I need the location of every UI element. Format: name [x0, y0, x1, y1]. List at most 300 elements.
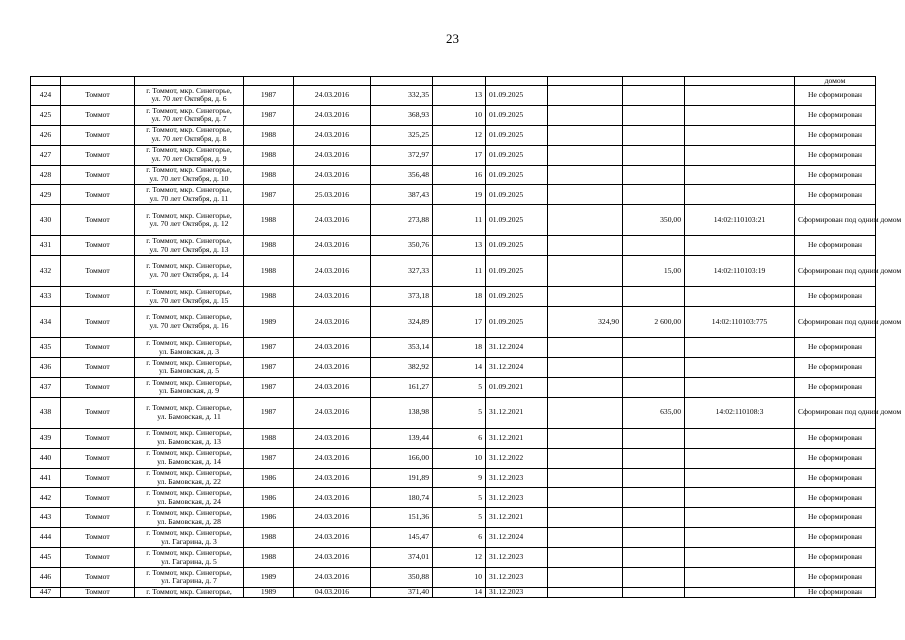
cell-status: Сформирован под одним домом [795, 256, 876, 287]
cell-number: 433 [31, 287, 61, 307]
address-line-1: г. Томмот, мкр. Синегорье, [146, 567, 232, 577]
cell-area: 373,18 [371, 287, 433, 307]
cell-number: 440 [31, 448, 61, 468]
cell-recognition-date: 24.03.2016 [294, 448, 371, 468]
address-line-2: ул. Гагарина, д. 3 [161, 536, 217, 546]
cell-cadastral-number [685, 236, 795, 256]
table-row [31, 587, 876, 597]
cell-address [135, 185, 244, 205]
cell-land-area: 350,00 [623, 205, 685, 236]
cell-area: 325,25 [371, 125, 433, 145]
cell-land-area [623, 86, 685, 106]
cell-year: 1987 [244, 377, 294, 397]
cell-land-area [623, 508, 685, 528]
cell-plot-value [548, 548, 623, 568]
cell-cadastral-number [685, 165, 795, 185]
cell-recognition-date: 24.03.2016 [294, 236, 371, 256]
cell-address [135, 358, 244, 378]
cell-number: 445 [31, 548, 61, 568]
table-row [31, 287, 876, 307]
cell-land-area [623, 377, 685, 397]
cell-deadline: 31.12.2021 [486, 508, 548, 528]
address-line-1: г. Томмот, мкр. Синегорье, [146, 105, 232, 115]
cell-status: Не сформирован [795, 488, 876, 508]
cell-plot-value [548, 185, 623, 205]
cell-cadastral-number [685, 105, 795, 125]
cell-number: 431 [31, 236, 61, 256]
page-number: 23 [446, 31, 459, 46]
cell-residents: 6 [433, 528, 486, 548]
address-line-2: ул. 70 лет Октября, д. 9 [151, 154, 227, 164]
cell-deadline: 31.12.2024 [486, 358, 548, 378]
cell-recognition-date: 24.03.2016 [294, 165, 371, 185]
table-row [31, 236, 876, 256]
cell-land-area [623, 568, 685, 588]
cell-city: Томмот [61, 307, 135, 338]
cell-address [135, 338, 244, 358]
cell-city: Томмот [61, 205, 135, 236]
cell-land-area [623, 468, 685, 488]
address-line-2: ул. 70 лет Октября, д. 11 [149, 193, 229, 203]
address-line-1: г. Томмот, мкр. Синегорье, [146, 377, 232, 387]
cell-recognition-date: 04.03.2016 [294, 587, 371, 597]
cell-cadastral-number [685, 358, 795, 378]
cell-plot-value [548, 488, 623, 508]
cell-year: 1988 [244, 145, 294, 165]
cell-recognition-date: 24.03.2016 [294, 125, 371, 145]
address-line-1: г. Томмот, мкр. Синегорье, [146, 185, 232, 195]
cell-status: Не сформирован [795, 165, 876, 185]
table-row [31, 397, 876, 428]
cell-residents: 18 [433, 338, 486, 358]
table-row [31, 205, 876, 236]
cell-cadastral-number [685, 468, 795, 488]
cell-plot-value [548, 338, 623, 358]
address-line-1: г. Томмот, мкр. Синегорье, [146, 85, 232, 95]
address-line-1: г. Томмот, мкр. Синегорье, [146, 337, 232, 347]
cell-cadastral-number [685, 488, 795, 508]
cell-land-area [623, 448, 685, 468]
cell-year: 1988 [244, 287, 294, 307]
cell-plot-value [548, 428, 623, 448]
cell-city: Томмот [61, 568, 135, 588]
address-line-2: ул. 70 лет Октября, д. 14 [149, 270, 229, 280]
cell-city: Томмот [61, 587, 135, 597]
address-line-1: г. Томмот, мкр. Синегорье, [146, 165, 232, 175]
cell-status: Не сформирован [795, 185, 876, 205]
cell-recognition-date: 24.03.2016 [294, 548, 371, 568]
cell-deadline: 01.09.2025 [486, 307, 548, 338]
cell-residents: 17 [433, 307, 486, 338]
cell-status: Не сформирован [795, 587, 876, 597]
cell-residents: 5 [433, 488, 486, 508]
cell-area: 273,88 [371, 205, 433, 236]
cell-land-area [623, 358, 685, 378]
address-line-2: ул. Гагарина, д. 7 [161, 576, 217, 586]
cell-status: Не сформирован [795, 468, 876, 488]
cell-area: 138,98 [371, 397, 433, 428]
cell-city: Томмот [61, 185, 135, 205]
cell-deadline: 01.09.2025 [486, 86, 548, 106]
cell-deadline: 31.12.2023 [486, 568, 548, 588]
address-line-1: г. Томмот, мкр. Синегорье, [146, 145, 232, 155]
cell-year: 1987 [244, 448, 294, 468]
cell-deadline: 01.09.2025 [486, 287, 548, 307]
table-row [31, 125, 876, 145]
cell-recognition-date: 24.03.2016 [294, 528, 371, 548]
cell-deadline: 31.12.2022 [486, 448, 548, 468]
cell-cadastral-number [685, 428, 795, 448]
table-row [31, 428, 876, 448]
cell-year: 1988 [244, 165, 294, 185]
cell-status: Не сформирован [795, 338, 876, 358]
cell-land-area: 15,00 [623, 256, 685, 287]
address-line-2: ул. 70 лет Октября, д. 13 [149, 244, 229, 254]
cell-city: Томмот [61, 468, 135, 488]
cell-year: 1988 [244, 236, 294, 256]
cell-city: Томмот [61, 377, 135, 397]
cell-plot-value [548, 105, 623, 125]
cell-year: 1986 [244, 468, 294, 488]
cell-status: Не сформирован [795, 548, 876, 568]
address-line-2: ул. Бамовская, д. 11 [157, 411, 221, 421]
cell-deadline: 31.12.2023 [486, 468, 548, 488]
cell-recognition-date: 24.03.2016 [294, 488, 371, 508]
cell-year: 1988 [244, 428, 294, 448]
cell-city: Томмот [61, 256, 135, 287]
cell-address [135, 105, 244, 125]
cell-area: 161,27 [371, 377, 433, 397]
table-row [31, 185, 876, 205]
cell-area: 191,89 [371, 468, 433, 488]
cell-area: 139,44 [371, 428, 433, 448]
cell-deadline: 01.09.2025 [486, 145, 548, 165]
cell-cadastral-number: 14:02:110108:3 [685, 397, 795, 428]
cell-status: Не сформирован [795, 508, 876, 528]
cell-recognition-date: 24.03.2016 [294, 508, 371, 528]
cell-status: Сформирован под одним домом [795, 205, 876, 236]
cell-city: Томмот [61, 236, 135, 256]
address-line-2: ул. Бамовская, д. 9 [159, 386, 219, 396]
cell-residents: 5 [433, 397, 486, 428]
address-line-1: г. Томмот, мкр. Синегорье, [146, 210, 232, 220]
cell-number: 442 [31, 488, 61, 508]
cell-residents: 19 [433, 185, 486, 205]
cell-cadastral-number: 14:02:110103:21 [685, 205, 795, 236]
cell-plot-value [548, 587, 623, 597]
cell-status: Сформирован под одним домом [795, 397, 876, 428]
cell-status: Не сформирован [795, 358, 876, 378]
table-row [31, 338, 876, 358]
cell-recognition-date: 24.03.2016 [294, 568, 371, 588]
cell-year: 1987 [244, 338, 294, 358]
cell-area: 180,74 [371, 488, 433, 508]
cell-recognition-date: 24.03.2016 [294, 428, 371, 448]
table-row [31, 468, 876, 488]
cell-year: 1987 [244, 105, 294, 125]
cell-deadline: 01.09.2025 [486, 105, 548, 125]
cell-year: 1988 [244, 256, 294, 287]
cell-number: 446 [31, 568, 61, 588]
cell-residents: 10 [433, 105, 486, 125]
cell-land-area [623, 105, 685, 125]
cell-recognition-date: 24.03.2016 [294, 105, 371, 125]
carry-over-text: домом [824, 76, 846, 85]
cell-year: 1987 [244, 86, 294, 106]
table-row [31, 145, 876, 165]
cell-area: 151,36 [371, 508, 433, 528]
address-line-2: ул. Бамовская, д. 5 [159, 366, 219, 376]
cell-deadline: 31.12.2024 [486, 528, 548, 548]
cell-land-area: 2 600,00 [623, 307, 685, 338]
address-line-1: г. Томмот, мкр. Синегорье, [146, 448, 232, 458]
cell-area: 327,33 [371, 256, 433, 287]
cell-area: 356,48 [371, 165, 433, 185]
address-line-1: г. Томмот, мкр. Синегорье, [146, 261, 232, 271]
cell-residents: 5 [433, 508, 486, 528]
cell-area: 353,14 [371, 338, 433, 358]
cell-status: Не сформирован [795, 105, 876, 125]
cell-area: 350,88 [371, 568, 433, 588]
cell-area: 374,01 [371, 548, 433, 568]
cell-residents: 14 [433, 587, 486, 597]
address-line-2: ул. 70 лет Октября, д. 10 [149, 174, 229, 183]
cell-deadline: 01.09.2025 [486, 125, 548, 145]
cell-land-area [623, 587, 685, 597]
cell-number: 435 [31, 338, 61, 358]
cell-residents: 13 [433, 86, 486, 106]
cell-area: 368,93 [371, 105, 433, 125]
cell-city: Томмот [61, 165, 135, 185]
address-line-2: ул. 70 лет Октября, д. 8 [151, 134, 227, 144]
address-line-2: ул. 70 лет Октября, д. 6 [151, 94, 227, 104]
cell-plot-value [548, 508, 623, 528]
cell-address [135, 165, 244, 185]
cell-number: 439 [31, 428, 61, 448]
cell-year: 1988 [244, 205, 294, 236]
cell-plot-value [548, 165, 623, 185]
cell-plot-value: 324,90 [548, 307, 623, 338]
cell-city: Томмот [61, 125, 135, 145]
cell-address [135, 307, 244, 338]
cell-city: Томмот [61, 358, 135, 378]
address-line-2: ул. 70 лет Октября, д. 12 [149, 219, 229, 229]
address-line-1: г. Томмот, мкр. Синегорье, [146, 312, 232, 322]
cell-recognition-date: 24.03.2016 [294, 397, 371, 428]
cell-residents: 14 [433, 358, 486, 378]
address-line-1: г. Томмот, мкр. Синегорье, [146, 508, 232, 517]
cell-year: 1987 [244, 358, 294, 378]
address-line-1: г. Томмот, мкр. Синегорье, [146, 357, 232, 367]
cell-address [135, 448, 244, 468]
cell-city: Томмот [61, 428, 135, 448]
cell-year: 1986 [244, 488, 294, 508]
cell-cadastral-number [685, 145, 795, 165]
cell-address [135, 548, 244, 568]
cell-residents: 10 [433, 448, 486, 468]
address-line-2: ул. 70 лет Октября, д. 16 [149, 321, 229, 331]
cell-land-area [623, 528, 685, 548]
cell-number: 428 [31, 165, 61, 185]
address-line-2: ул. Бамовская, д. 13 [157, 437, 221, 447]
cell-plot-value [548, 287, 623, 307]
cell-number: 432 [31, 256, 61, 287]
cell-residents: 12 [433, 548, 486, 568]
cell-year: 1988 [244, 548, 294, 568]
address-line-1: г. Томмот, мкр. Синегорье, [146, 125, 232, 135]
cell-address [135, 428, 244, 448]
cell-plot-value [548, 528, 623, 548]
address-line-1: г. Томмот, мкр. Синегорье, [146, 428, 232, 438]
address-line-2: ул. Бамовская, д. 22 [157, 477, 221, 487]
cell-address [135, 397, 244, 428]
cell-land-area [623, 165, 685, 185]
cell-status: Не сформирован [795, 145, 876, 165]
cell-address [135, 236, 244, 256]
cell-year: 1987 [244, 397, 294, 428]
address-line-1: г. Томмот, мкр. Синегорье, [146, 403, 232, 412]
cell-cadastral-number [685, 86, 795, 106]
cell-residents: 10 [433, 568, 486, 588]
cell-number: 429 [31, 185, 61, 205]
cell-land-area [623, 548, 685, 568]
cell-cadastral-number [685, 185, 795, 205]
address-line-2: ул. 70 лет Октября, д. 15 [149, 295, 229, 305]
cell-status: Не сформирован [795, 236, 876, 256]
address-line-2: ул. Бамовская, д. 24 [157, 496, 221, 506]
cell-deadline: 01.09.2021 [486, 377, 548, 397]
cell-area: 145,47 [371, 528, 433, 548]
cell-cadastral-number [685, 508, 795, 528]
cell-deadline: 31.12.2021 [486, 397, 548, 428]
table-row [31, 105, 876, 125]
cell-status: Не сформирован [795, 428, 876, 448]
address-line-1: г. Томмот, мкр. Синегорье, [146, 286, 232, 296]
cell-number: 443 [31, 508, 61, 528]
cell-recognition-date: 24.03.2016 [294, 358, 371, 378]
cell-recognition-date: 24.03.2016 [294, 468, 371, 488]
cell-area: 324,89 [371, 307, 433, 338]
cell-plot-value [548, 205, 623, 236]
cell-deadline: 31.12.2023 [486, 587, 548, 597]
cell-cadastral-number [685, 377, 795, 397]
address-line-1: г. Томмот, мкр. Синегорье, [146, 235, 232, 245]
cell-plot-value [548, 256, 623, 287]
cell-city: Томмот [61, 548, 135, 568]
cell-plot-value [548, 145, 623, 165]
table-row [31, 568, 876, 588]
address-line-1: г. Томмот, мкр. Синегорье, [146, 468, 232, 478]
cell-status: Сформирован под одним домом [795, 307, 876, 338]
cell-cadastral-number [685, 587, 795, 597]
table-row [31, 528, 876, 548]
cell-land-area [623, 185, 685, 205]
cell-land-area [623, 236, 685, 256]
cell-address [135, 377, 244, 397]
cell-city: Томмот [61, 397, 135, 428]
cell-residents: 11 [433, 256, 486, 287]
address-line-1: г. Томмот, мкр. Синегорье, [146, 527, 232, 537]
cell-deadline: 01.09.2025 [486, 236, 548, 256]
cell-city: Томмот [61, 86, 135, 106]
cell-land-area [623, 145, 685, 165]
cell-area: 382,92 [371, 358, 433, 378]
cell-area: 350,76 [371, 236, 433, 256]
cell-recognition-date: 24.03.2016 [294, 287, 371, 307]
cell-city: Томмот [61, 508, 135, 528]
address-line-1: г. Томмот, мкр. Синегорье, [146, 586, 232, 596]
cell-residents: 6 [433, 428, 486, 448]
table-row [31, 488, 876, 508]
cell-residents: 11 [433, 205, 486, 236]
cell-city: Томмот [61, 287, 135, 307]
cell-city: Томмот [61, 145, 135, 165]
cell-land-area [623, 125, 685, 145]
cell-residents: 18 [433, 287, 486, 307]
cell-year: 1989 [244, 307, 294, 338]
cell-recognition-date: 24.03.2016 [294, 307, 371, 338]
cell-status: Не сформирован [795, 528, 876, 548]
cell-area: 166,00 [371, 448, 433, 468]
cell-deadline: 01.09.2025 [486, 205, 548, 236]
cell-residents: 16 [433, 165, 486, 185]
cell-residents: 17 [433, 145, 486, 165]
cell-cadastral-number [685, 548, 795, 568]
cell-recognition-date: 25.03.2016 [294, 185, 371, 205]
cell-number: 441 [31, 468, 61, 488]
cell-address [135, 568, 244, 588]
cell-deadline: 31.12.2023 [486, 548, 548, 568]
table-row [31, 548, 876, 568]
address-line-2: ул. 70 лет Октября, д. 7 [151, 114, 227, 124]
table-row [31, 358, 876, 378]
cell-address [135, 468, 244, 488]
address-line-2: ул. Гагарина, д. 5 [161, 556, 217, 566]
cell-cadastral-number [685, 528, 795, 548]
cell-land-area [623, 287, 685, 307]
cell-city: Томмот [61, 528, 135, 548]
cell-address [135, 287, 244, 307]
cell-number: 434 [31, 307, 61, 338]
cell-residents: 5 [433, 377, 486, 397]
cell-cadastral-number [685, 287, 795, 307]
cell-year: 1988 [244, 125, 294, 145]
cell-address [135, 205, 244, 236]
cell-number: 437 [31, 377, 61, 397]
cell-recognition-date: 24.03.2016 [294, 145, 371, 165]
cell-status: Не сформирован [795, 377, 876, 397]
cell-deadline: 31.12.2021 [486, 428, 548, 448]
cell-plot-value [548, 377, 623, 397]
cell-address [135, 256, 244, 287]
registry-body [31, 76, 902, 598]
cell-cadastral-number: 14:02:110103:19 [685, 256, 795, 287]
cell-residents: 9 [433, 468, 486, 488]
cell-address [135, 86, 244, 106]
cell-number: 430 [31, 205, 61, 236]
cell-status: Не сформирован [795, 448, 876, 468]
housing-registry-table [30, 76, 902, 598]
cell-year: 1987 [244, 185, 294, 205]
cell-deadline: 31.12.2024 [486, 338, 548, 358]
cell-address [135, 587, 244, 597]
table-row [31, 377, 876, 397]
address-line-2: ул. Бамовская, д. 28 [157, 516, 221, 526]
cell-number: 427 [31, 145, 61, 165]
cell-area: 387,43 [371, 185, 433, 205]
cell-year: 1989 [244, 568, 294, 588]
table-row [31, 307, 876, 338]
